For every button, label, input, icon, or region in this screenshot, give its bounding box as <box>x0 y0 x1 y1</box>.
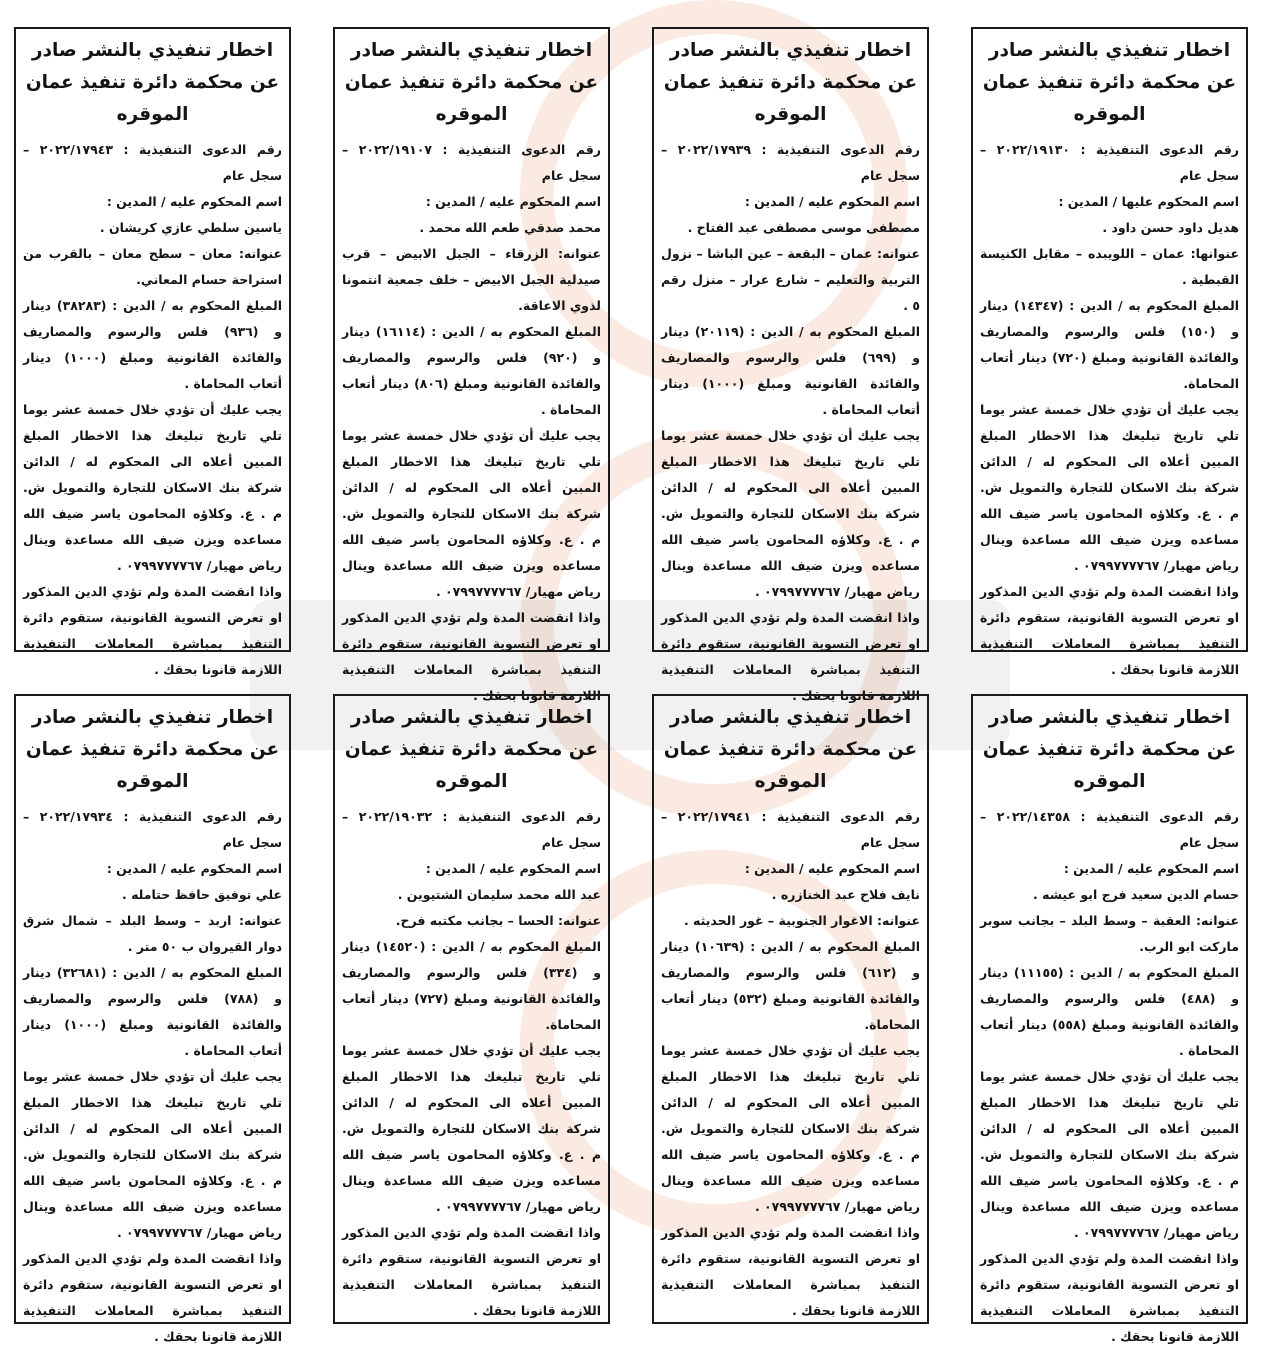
case-number: رقم الدعوى التنفيذية : ٢٠٢٢/١٧٩٣٩ – سجل عام <box>661 142 920 183</box>
notice-title: اخطار تنفيذي بالنشر صادر عن محكمة دائرة تنفيذ عمان الموقره <box>344 707 599 792</box>
notice-title: اخطار تنفيذي بالنشر صادر عن محكمة دائرة تنفيذ عمان الموقره <box>25 707 280 792</box>
notice-title: اخطار تنفيذي بالنشر صادر عن محكمة دائرة تنفيذ عمان الموقره <box>25 40 280 125</box>
amount: المبلغ المحكوم به / الدين : (١٤٥٢٠) دينار و (٣٣٤) فلس والرسوم والمصاريف والفائدة القانونية ومبلغ (٧٢٧) دينار أتعاب المحاماة. <box>342 939 602 1032</box>
notice-title: اخطار تنفيذي بالنشر صادر عن محكمة دائرة تنفيذ عمان الموقره <box>344 40 599 125</box>
case-number: رقم الدعوى التنفيذية : ٢٠٢٢/١٩٠٣٢ – سجل عام <box>342 809 601 850</box>
amount: المبلغ المحكوم به / الدين : (٣٢٦٨١) دينار و (٧٨٨) فلس والرسوم والمصاريف والفائدة القانونية ومبلغ (١٠٠٠) دينار أتعاب المحاماة . <box>23 965 283 1058</box>
party-label: اسم المحكوم عليه / المدين : <box>106 861 282 876</box>
party-label: اسم المحكوم عليه / المدين : <box>744 861 920 876</box>
amount: المبلغ المحكوم به / الدين : (١٤٣٤٧) دينار و (١٥٠) فلس والرسوم والمصاريف والفائدة القانونية ومبلغ (٧٢٠) دينار أتعاب المحاماة. <box>980 298 1240 391</box>
address: عنوانه: الحسا – بجانب مكتبه فرح. <box>395 913 601 928</box>
case-number: رقم الدعوى التنفيذية : ٢٠٢٢/١٧٩٤٣ – سجل عام <box>23 142 282 183</box>
address: عنوانها: عمان – اللويبده – مقابل الكنيسة القبطية . <box>980 246 1239 287</box>
notice-card <box>333 27 610 703</box>
warning: واذا انقضت المدة ولم تؤدي الدين المذكور او تعرض التسوية القانونية، ستقوم دائرة التنفيذ بمباشرة المعاملات التنفيذية اللازمة قانونا بحقك . <box>23 1251 282 1344</box>
case-number: رقم الدعوى التنفيذية : ٢٠٢٢/١٧٩٣٤ – سجل عام <box>23 809 282 850</box>
notice-title: اخطار تنفيذي بالنشر صادر عن محكمة دائرة تنفيذ عمان الموقره <box>982 40 1237 125</box>
party-name: حسام الدين سعيد فرج ابو عيشه . <box>1033 887 1239 902</box>
warning: واذا انقضت المدة ولم تؤدي الدين المذكور او تعرض التسوية القانونية، ستقوم دائرة التنفيذ بمباشرة المعاملات التنفيذية اللازمة قانونا بحقك . <box>342 610 601 703</box>
address: عنوانه: الزرقاء – الجبل الابيض – قرب صيدلية الجبل الابيض – خلف جمعية انتمونا لذوي الاعاقة. <box>342 246 601 313</box>
demand: يجب عليك أن تؤدي خلال خمسة عشر يوما تلي تاريخ تبليغك هذا الاخطار المبلغ المبين أعلاه الى المحكوم له / الدائن شركة بنك الاسكان للتجارة والتمويل ش. م . ع. وكلاؤه المحامون ياسر ضيف الله مساعده ويزن ضيف الله مساعدة وينال رياض مهيار/ ٠٧٩٩٧٧٧٧٦٧ . <box>23 402 282 573</box>
warning: واذا انقضت المدة ولم تؤدي الدين المذكور او تعرض التسوية القانونية، ستقوم دائرة التنفيذ بمباشرة المعاملات التنفيذية اللازمة قانونا بحقك . <box>342 1225 601 1318</box>
notice-title: اخطار تنفيذي بالنشر صادر عن محكمة دائرة تنفيذ عمان الموقره <box>663 707 918 792</box>
address: عنوانه: الاغوار الجنوبية – غور الحديثه . <box>683 913 920 928</box>
notice-card <box>652 694 929 1324</box>
party-label: اسم المحكوم عليها / المدين : <box>1058 194 1239 209</box>
warning: واذا انقضت المدة ولم تؤدي الدين المذكور او تعرض التسوية القانونية، ستقوم دائرة التنفيذ بمباشرة المعاملات التنفيذية اللازمة قانونا بحقك . <box>661 1225 920 1318</box>
demand: يجب عليك أن تؤدي خلال خمسة عشر يوما تلي تاريخ تبليغك هذا الاخطار المبلغ المبين أعلاه الى المحكوم له / الدائن شركة بنك الاسكان للتجارة والتمويل ش. م . ع. وكلاؤه المحامون ياسر ضيف الله مساعده ويزن ضيف الله مساعدة وينال رياض مهيار/ ٠٧٩٩٧٧٧٧٦٧ . <box>661 428 920 599</box>
party-name: ياسين سلطي عازي كريشان . <box>99 220 282 235</box>
party-label: اسم المحكوم عليه / المدين : <box>1063 861 1239 876</box>
amount: المبلغ المحكوم به / الدين : (١٦١١٤) دينار و (٩٢٠) فلس والرسوم والمصاريف والفائدة القانونية ومبلغ (٨٠٦) دينار أتعاب المحاماة . <box>342 324 602 417</box>
notice-card <box>14 27 291 677</box>
party-label: اسم المحكوم عليه / المدين : <box>425 861 601 876</box>
address: عنوانه: معان – سطح معان – بالقرب من استراحة حسام المعاني. <box>23 246 282 287</box>
demand: يجب عليك أن تؤدي خلال خمسة عشر يوما تلي تاريخ تبليغك هذا الاخطار المبلغ المبين أعلاه الى المحكوم له / الدائن شركة بنك الاسكان للتجارة والتمويل ش. م . ع. وكلاؤه المحامون ياسر ضيف الله مساعده ويزن ضيف الله مساعدة وينال رياض مهيار/ ٠٧٩٩٧٧٧٧٦٧ . <box>980 402 1239 573</box>
party-label: اسم المحكوم عليه / المدين : <box>106 194 282 209</box>
amount: المبلغ المحكوم به / الدين : (٣٨٢٨٣) دينار و (٩٣٦) فلس والرسوم والمصاريف والفائدة القانونية ومبلغ (١٠٠٠) دينار أتعاب المحاماة . <box>23 298 283 391</box>
amount: المبلغ المحكوم به / الدين : (١٠٦٣٩) دينار و (٦١٢) فلس والرسوم والمصاريف والفائدة القانونية ومبلغ (٥٣٢) دينار أتعاب المحاماة. <box>661 939 921 1032</box>
notice-card <box>971 27 1248 677</box>
demand: يجب عليك أن تؤدي خلال خمسة عشر يوما تلي تاريخ تبليغك هذا الاخطار المبلغ المبين أعلاه الى المحكوم له / الدائن شركة بنك الاسكان للتجارة والتمويل ش. م . ع. وكلاؤه المحامون ياسر ضيف الله مساعده ويزن ضيف الله مساعدة وينال رياض مهيار/ ٠٧٩٩٧٧٧٧٦٧ . <box>661 1043 920 1214</box>
party-label: اسم المحكوم عليه / المدين : <box>744 194 920 209</box>
case-number: رقم الدعوى التنفيذية : ٢٠٢٢/١٧٩٤١ – سجل عام <box>661 809 920 850</box>
notice-card <box>14 694 291 1344</box>
demand: يجب عليك أن تؤدي خلال خمسة عشر يوما تلي تاريخ تبليغك هذا الاخطار المبلغ المبين أعلاه الى المحكوم له / الدائن شركة بنك الاسكان للتجارة والتمويل ش. م . ع. وكلاؤه المحامون ياسر ضيف الله مساعده ويزن ضيف الله مساعدة وينال رياض مهيار/ ٠٧٩٩٧٧٧٧٦٧ . <box>342 428 601 599</box>
demand: يجب عليك أن تؤدي خلال خمسة عشر يوما تلي تاريخ تبليغك هذا الاخطار المبلغ المبين أعلاه الى المحكوم له / الدائن شركة بنك الاسكان للتجارة والتمويل ش. م . ع. وكلاؤه المحامون ياسر ضيف الله مساعده ويزن ضيف الله مساعدة وينال رياض مهيار/ ٠٧٩٩٧٧٧٧٦٧ . <box>342 1043 601 1214</box>
party-name: علي توفيق حافظ حتامله . <box>121 887 282 902</box>
case-number: رقم الدعوى التنفيذية : ٢٠٢٢/١٤٣٥٨ – سجل عام <box>980 809 1239 850</box>
notice-card <box>333 694 610 1324</box>
notice-title: اخطار تنفيذي بالنشر صادر عن محكمة دائرة تنفيذ عمان الموقره <box>982 707 1237 792</box>
party-name: عبد الله محمد سليمان الشتيوين . <box>397 887 601 902</box>
party-name: مصطفى موسى مصطفى عبد الفتاح . <box>687 220 920 235</box>
party-name: محمد صدقي طعم الله محمد . <box>419 220 601 235</box>
amount: المبلغ المحكوم به / الدين : (١١١٥٥) دينار و (٤٨٨) فلس والرسوم والمصاريف والفائدة القانونية ومبلغ (٥٥٨) دينار أتعاب المحاماة . <box>980 965 1240 1058</box>
address: عنوانه: اربد – وسط البلد – شمال شرق دوار القيروان ب ٥٠ متر . <box>23 913 282 954</box>
notice-card <box>652 27 929 703</box>
notice-card <box>971 694 1248 1344</box>
party-name: نايف فلاح عبد الخنازره . <box>771 887 920 902</box>
case-number: رقم الدعوى التنفيذية : ٢٠٢٢/١٩١٠٧ – سجل عام <box>342 142 601 183</box>
case-number: رقم الدعوى التنفيذية : ٢٠٢٢/١٩١٣٠ – سجل عام <box>980 142 1239 183</box>
amount: المبلغ المحكوم به / الدين : (٢٠١١٩) دينار و (٦٩٩) فلس والرسوم والمصاريف والفائدة القانونية ومبلغ (١٠٠٠) دينار أتعاب المحاماة . <box>661 324 921 417</box>
warning: واذا انقضت المدة ولم تؤدي الدين المذكور او تعرض التسوية القانونية، ستقوم دائرة التنفيذ بمباشرة المعاملات التنفيذية اللازمة قانونا بحقك . <box>661 610 920 703</box>
address: عنوانه: العقبة – وسط البلد – بجانب سوبر ماركت ابو الرب. <box>980 913 1239 954</box>
address: عنوانه: عمان – البقعة – عين الباشا – نزول التربية والتعليم – شارع عرار – منزل رقم ٥ . <box>661 246 920 313</box>
party-label: اسم المحكوم عليه / المدين : <box>425 194 601 209</box>
demand: يجب عليك أن تؤدي خلال خمسة عشر يوما تلي تاريخ تبليغك هذا الاخطار المبلغ المبين أعلاه الى المحكوم له / الدائن شركة بنك الاسكان للتجارة والتمويل ش. م . ع. وكلاؤه المحامون ياسر ضيف الله مساعده ويزن ضيف الله مساعدة وينال رياض مهيار/ ٠٧٩٩٧٧٧٧٦٧ . <box>980 1069 1239 1240</box>
warning: واذا انقضت المدة ولم تؤدي الدين المذكور او تعرض التسوية القانونية، ستقوم دائرة التنفيذ بمباشرة المعاملات التنفيذية اللازمة قانونا بحقك . <box>980 1251 1239 1344</box>
demand: يجب عليك أن تؤدي خلال خمسة عشر يوما تلي تاريخ تبليغك هذا الاخطار المبلغ المبين أعلاه الى المحكوم له / الدائن شركة بنك الاسكان للتجارة والتمويل ش. م . ع. وكلاؤه المحامون ياسر ضيف الله مساعده ويزن ضيف الله مساعدة وينال رياض مهيار/ ٠٧٩٩٧٧٧٧٦٧ . <box>23 1069 282 1240</box>
party-name: هديل داود حسن داود . <box>1102 220 1239 235</box>
warning: واذا انقضت المدة ولم تؤدي الدين المذكور او تعرض التسوية القانونية، ستقوم دائرة التنفيذ بمباشرة المعاملات التنفيذية اللازمة قانونا بحقك . <box>23 584 282 677</box>
notice-title: اخطار تنفيذي بالنشر صادر عن محكمة دائرة تنفيذ عمان الموقره <box>663 40 918 125</box>
warning: واذا انقضت المدة ولم تؤدي الدين المذكور او تعرض التسوية القانونية، ستقوم دائرة التنفيذ بمباشرة المعاملات التنفيذية اللازمة قانونا بحقك . <box>980 584 1239 677</box>
